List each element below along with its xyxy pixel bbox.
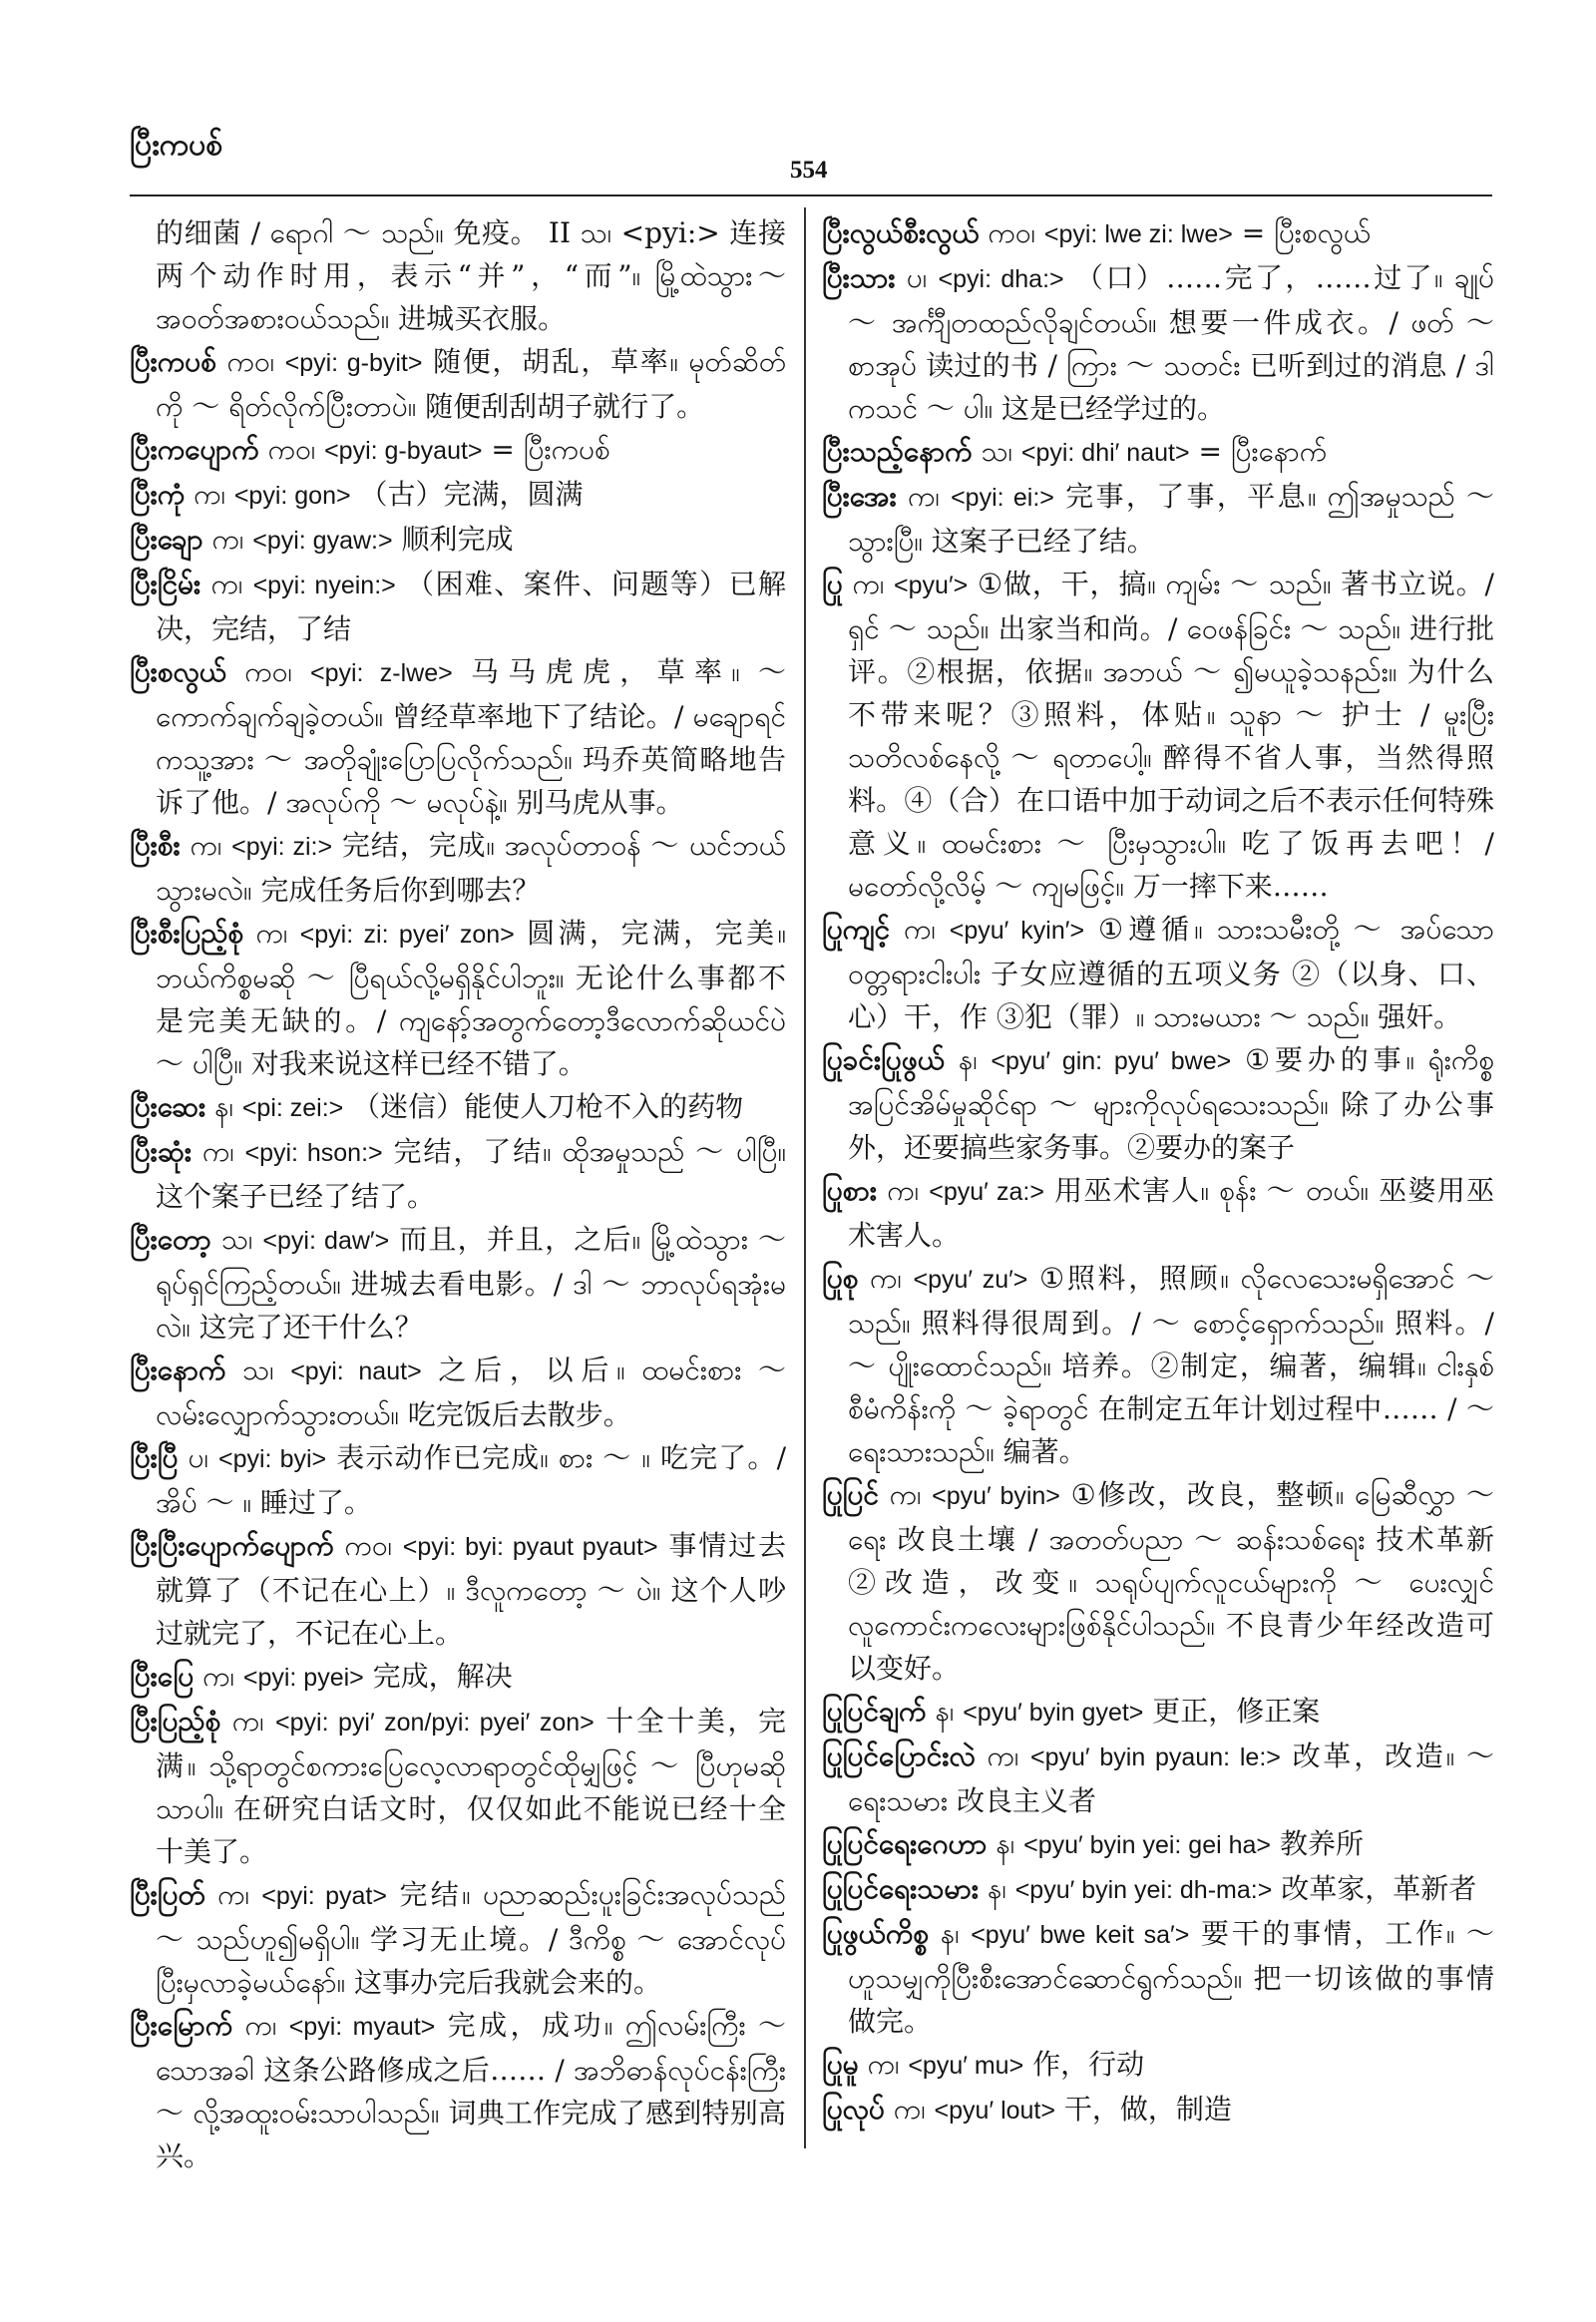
dictionary-entry: [130, 824, 786, 912]
pronunciation: <pyi: gyaw:>: [252, 527, 393, 555]
part-of-speech: က၊: [231, 1705, 264, 1738]
part-of-speech: န၊: [940, 1917, 960, 1950]
headword: ပြီးဆုံး: [130, 1135, 192, 1168]
headword: ပြုပြင်ပြောင်းလဲ: [822, 1740, 976, 1772]
dictionary-entry: [130, 912, 786, 1085]
dictionary-entry: [130, 563, 786, 650]
headword: ပြီးကပျောက်: [130, 433, 259, 466]
dictionary-entry: [130, 1085, 786, 1130]
part-of-speech: က၊: [889, 1478, 922, 1511]
headword: ပြီးသား: [822, 261, 896, 294]
dictionary-entry: [130, 518, 786, 563]
dictionary-entry: [822, 1038, 1494, 1169]
pronunciation: <pyu′ zu′>: [913, 1266, 1028, 1294]
pronunciation: <pyu′ byin>: [932, 1482, 1060, 1510]
headword: ပြီးပြည့်စုံ: [130, 1705, 221, 1738]
pronunciation: <pyi: lwe zi: lwe>: [1043, 220, 1233, 248]
pronunciation: <pyi: z-lwe>: [310, 659, 453, 687]
headword: ပြီးနောက်: [130, 1354, 226, 1386]
headword: ပြီးချော: [130, 523, 203, 556]
headword: ပြုဖွယ်ကိစ္စ: [822, 1917, 929, 1950]
dictionary-entry: [822, 1169, 1494, 1257]
definition: 表示动作已完成။ စား ～ ။ 吃完了。/ အိပ် ～ ။ 睡过了。: [156, 1441, 787, 1519]
pronunciation: <pyi: g-byit>: [284, 349, 423, 377]
pronunciation: <pyi: zi:>: [231, 833, 333, 861]
definition: 要干的事情，工作။ ～ ဟူသမျှကိုပြီးစီးအောင်ဆောင်ရွက်သည်။ 把一切该做的事情做完。: [848, 1917, 1494, 2038]
definition: 而且，并且，之后။ မြို့ထဲသွား ～ ရုပ်ရှင်ကြည့်တယ်။ 进城去看电影。/ ဒါ ～ ဘာလုပ်ရအုံးမလဲ။ 这完了还干什么？: [156, 1223, 786, 1344]
part-of-speech: က၊: [907, 480, 940, 513]
headword: ပြီးပြေ: [130, 1660, 195, 1693]
pronunciation: <pyi: g-byaut>: [324, 437, 483, 465]
part-of-speech: က၊: [194, 478, 225, 511]
headword: ပြီးငြိမ်း: [130, 568, 201, 600]
dictionary-entry: [130, 1700, 786, 1873]
definition: ①修改，改良，整顿။ မြေဆီလွှာ ～ ရေး 改良土壤 / အတတ်ပညာ ～ ဆန်းသစ်ရေး 技术革新 ②改造，改变။ သရုပ်ပျက်လူငယ်များကို ～ ပေးလျှင်လူကောင်းကလေးများဖြစ်နိုင်ပါသည်။ 不良青少年经改造可以变好。: [848, 1478, 1494, 1685]
headword: ပြီးစီးပြည့်စုံ: [130, 917, 244, 950]
part-of-speech: က၊: [887, 1174, 920, 1207]
dictionary-entry: [130, 1873, 786, 2004]
dictionary-entry: [130, 1130, 786, 1218]
headword: ပြုပြင်ရေးဂေဟာ: [822, 1827, 988, 1860]
pronunciation: <pyu′ byin yei: gei ha>: [1023, 1831, 1272, 1859]
pronunciation: <pyi: myaut>: [288, 2013, 436, 2041]
pronunciation: <pyi: dha:>: [938, 265, 1064, 293]
part-of-speech: က၊: [217, 1878, 249, 1911]
headword: ပြုစား: [822, 1174, 878, 1207]
running-head: ပြီးကပစ်: [130, 128, 223, 163]
definition: 事情过去就算了（不记在心上）။ ဒီလူကတော့ ～ ပဲ။ 这个人吵过就完了，不记在心上。: [156, 1529, 787, 1650]
headword: ပြုလုပ်: [822, 2093, 885, 2126]
definition: 完结။ ပညာဆည်းပူးခြင်းအလုပ်သည် ～ သည်ဟူ၍မရှိပါ။ 学习无止境。/ ဒီကိစ္စ ～ အောင်လုပ်ပြီးမှလာခဲ့မယ်နော်။ 这事办完后我就会来的。: [156, 1878, 787, 1999]
pronunciation: <pyi: pyat>: [261, 1882, 387, 1910]
definition: = ပြီးကပစ်: [491, 433, 610, 466]
part-of-speech: က၊: [903, 913, 936, 946]
pronunciation: <pyu′ bwe keit sa′>: [971, 1921, 1190, 1949]
dictionary-entry: [130, 340, 786, 428]
dictionary-entry: [130, 428, 786, 473]
definition: = ပြီးစလွယ်: [1241, 216, 1372, 249]
pronunciation: <pyi: pyei>: [242, 1664, 364, 1692]
definition: （困难、案件、问题等）已解决，完结，了结: [156, 568, 786, 645]
dictionary-entry: [822, 1735, 1494, 1822]
definition: 随便，胡乱，草率။ မုတ်ဆိတ်ကို ～ ရိတ်လိုက်ပြီးတာပဲ။ 随便刮刮胡子就行了。: [156, 345, 787, 423]
pronunciation: <pyi: ei:>: [951, 484, 1054, 512]
dictionary-entry: [822, 475, 1494, 563]
part-of-speech: န၊: [935, 1695, 955, 1728]
definition: 完事，了事，平息။ ဤအမှုသည် ～ သွားပြီ။ 这案子已经了结。: [848, 480, 1495, 558]
definition: 顺利完成: [401, 523, 514, 556]
pronunciation: <pyu′ lout>: [934, 2097, 1055, 2125]
definition: （口）……完了，……过了။ ချုပ် ～ အင်္ကျီတထည်လိုချင်တယ်။ 想要一件成衣。/ ဖတ် ～ စာအုပ် 读过的书 / ကြား ～ သတင်း 已听到过的消息 / ဒါကသင် ～ ပါ။ 这是已经学过的。: [848, 261, 1494, 425]
headword: ပြုပြင်: [822, 1478, 879, 1511]
dictionary-entry: [130, 2004, 786, 2177]
dictionary-entry: [822, 563, 1494, 908]
part-of-speech: ကဝ၊: [244, 655, 292, 688]
pronunciation: <pyu′ mu>: [908, 2052, 1024, 2080]
definition: 圆满，完满，完美။ ဘယ်ကိစ္စမဆို ～ ပြီရယ်လို့မရှိနိုင်ပါဘူး။ 无论什么事都不是完美无缺的。/ ကျနော့်အတွက်တော့ဒီလောက်ဆိုယင်ပဲ ～ ပါပြီ။ 对我来说这样已经不错了。: [156, 917, 787, 1080]
pronunciation: <pyi: dhi′ naut>: [1020, 439, 1190, 467]
definition: 教养所: [1279, 1827, 1364, 1860]
definition: 之后，以后။ ထမင်းစား ～ လမ်းလျှောက်သွားတယ်။ 吃完饭后去散步。: [156, 1354, 786, 1431]
definition: ①要办的事။ ရုံးကိစ္စအပြင်အိမ်မှုဆိုင်ရာ ～ များကိုလုပ်ရသေးသည်။ 除了办公事外，还要搞些家务事。②要办的案子: [848, 1043, 1495, 1164]
headword: ပြီးကပစ်: [130, 345, 216, 378]
headword: ပြုကျင့်: [822, 913, 891, 946]
dictionary-entry: [130, 1218, 786, 1349]
definition: （古）完满，圆满: [359, 478, 584, 511]
part-of-speech: က၊: [211, 523, 244, 556]
pronunciation: <pyu′ gin: pyu′ bwe>: [991, 1047, 1232, 1075]
definition: 改革，改造။ ～ ရေးသမား 改良主义者: [848, 1740, 1494, 1817]
headword: ပြုပြင်ချက်: [822, 1695, 927, 1728]
part-of-speech: န၊: [996, 1827, 1015, 1860]
part-of-speech: က၊: [870, 1262, 902, 1295]
dictionary-entry: [130, 1349, 786, 1436]
headword: ပြီးစလွယ်: [130, 655, 226, 688]
definition: 的细菌 / ရောဂါ ～ သည်။ 免疫。 II သ၊ <pyi:> 连接两个动作时用，表示“并”，“而”။ မြို့ထဲသွား～ အဝတ်အစားဝယ်သည်။ 进城买衣服。: [156, 216, 786, 335]
definition: = ပြီးနောက်: [1198, 435, 1328, 468]
dictionary-entry: [130, 650, 786, 824]
pronunciation: <pyu′>: [894, 572, 969, 599]
dictionary-entry: [822, 1690, 1494, 1735]
pronunciation: <pyu′ za:>: [929, 1178, 1044, 1206]
pronunciation: <pyi: pyi′ zon/pyi: pyei′ zon>: [275, 1709, 595, 1737]
dictionary-entry: [130, 1655, 786, 1700]
pronunciation: <pyi: zi: pyei′ zon>: [299, 921, 515, 949]
pronunciation: <pyi: nyein:>: [252, 572, 396, 599]
dictionary-entry: [822, 1257, 1494, 1473]
definition: 用巫术害人။ စုန်း ～ တယ်။ 巫婆用巫术害人。: [848, 1174, 1494, 1252]
header-rule: [130, 194, 1492, 196]
part-of-speech: ကဝ၊: [267, 433, 316, 466]
part-of-speech: သ၊: [220, 1223, 253, 1256]
part-of-speech: က၊: [852, 568, 885, 600]
part-of-speech: သ၊: [981, 435, 1012, 468]
part-of-speech: ပ၊: [906, 261, 928, 294]
pronunciation: <pyi: hson:>: [244, 1139, 383, 1167]
definition: 完成，解决: [372, 1660, 513, 1693]
part-of-speech: က၊: [867, 2048, 900, 2081]
pronunciation: <pyu′ kyin′>: [949, 917, 1085, 945]
part-of-speech: က၊: [893, 2093, 926, 2126]
part-of-speech: ကဝ၊: [988, 216, 1035, 249]
dictionary-entry: [130, 1436, 786, 1524]
headword: ပြုစု: [822, 1262, 859, 1295]
definition: 完成，成功။ ဤလမ်းကြီး ～ သောအခါ 这条公路修成之后…… / အဘိဓာန်လုပ်ငန်းကြီး ～ လို့အထူးဝမ်းသာပါသည်။ 词典工作完成了感到特别高兴。: [156, 2009, 786, 2172]
headword: ပြုမူ: [822, 2048, 859, 2081]
definition: 改革家，革新者: [1281, 1872, 1477, 1905]
dictionary-entry: [822, 211, 1494, 256]
headword: ပြုခင်းပြုဖွယ်: [822, 1043, 945, 1076]
part-of-speech: က၊: [190, 829, 222, 862]
definition: （迷信）能使人刀枪不入的药物: [352, 1090, 744, 1123]
definition: 作，行动: [1032, 2048, 1145, 2081]
headword: ပြီးသည့်နောက်: [822, 435, 973, 468]
dictionary-entry: [130, 473, 786, 518]
part-of-speech: ကဝ၊: [344, 1529, 392, 1562]
headword: ပြီးကုံ: [130, 478, 186, 511]
pronunciation: <pyi: naut>: [290, 1357, 422, 1385]
pronunciation: <pyi: byi: pyaut pyaut>: [402, 1533, 658, 1561]
dictionary-entry: [822, 1867, 1494, 1912]
part-of-speech: န၊: [958, 1043, 978, 1076]
dictionary-entry: [822, 256, 1494, 430]
dictionary-entry: [822, 1912, 1494, 2043]
pronunciation: <pyi: gon>: [233, 482, 351, 510]
definition: 干，做，制造: [1063, 2093, 1232, 2126]
part-of-speech: ကဝ၊: [226, 345, 275, 378]
dictionary-entry: [822, 2043, 1494, 2088]
dictionary-entry: [822, 908, 1494, 1038]
pronunciation: <pyi: byi>: [217, 1445, 327, 1473]
page-number: 554: [790, 157, 828, 184]
dictionary-entry: [822, 2088, 1494, 2132]
definition: 十全十美，完满။ သို့ရာတွင်စကားပြေလေ့လာရာတွင်ထိုမျှဖြင့် ～ ပြီဟုမဆိုသာပါ။ 在研究白话文时，仅仅如此不能说已经十全十美了。: [156, 1705, 786, 1868]
headword: ပြီးတော့: [130, 1223, 211, 1256]
pronunciation: <pi: zei:>: [241, 1094, 344, 1122]
pronunciation: <pyi: daw′>: [262, 1227, 390, 1255]
headword: ပြီးဆေး: [130, 1090, 206, 1123]
headword: ပြီးစီး: [130, 829, 181, 862]
headword: ပြီးလွယ်စီးလွယ်: [822, 216, 980, 249]
dictionary-entry: [822, 1822, 1494, 1867]
headword: ပြီးပြီးပျောက်ပျောက်: [130, 1529, 334, 1562]
pronunciation: <pyu′ byin yei: dh-ma:>: [1014, 1876, 1273, 1904]
definition: 完结，完成။ အလုပ်တာဝန် ～ ယင်ဘယ်သွားမလဲ။ 完成任务后你到哪去？: [156, 829, 786, 907]
part-of-speech: က၊: [255, 917, 288, 950]
part-of-speech: က၊: [210, 568, 243, 600]
headword: ပြီးမြောက်: [130, 2009, 233, 2042]
dictionary-entry: [130, 1524, 786, 1655]
pronunciation: <pyu′ byin pyaun: le:>: [1030, 1743, 1281, 1771]
dictionary-entry: [822, 1473, 1494, 1690]
entry-continuation: [130, 211, 786, 340]
right-column: [822, 211, 1494, 2132]
part-of-speech: က၊: [987, 1740, 1019, 1772]
headword: ပြီးပြီ: [130, 1441, 179, 1474]
definition: ①做，干，搞။ ကျမ်း ～ သည်။ 著书立说。/ ရှင် ～ သည်။ 出家当和尚。/ ဝေဖန်ခြင်း ～ သည်။ 进行批评。②根据，依据။ အဘယ် ～ ၍မယူခဲ့သနည်း။ 为什么不带来呢？③照料，体贴။ သူနာ ～ 护士 / မူးပြီးသတိလစ်နေလို့ ～ ရတာပေါ့။ 醉得不省人事，当然得照料。④（合）在口语中加于动词之后不表示任何特殊意义။ ထမင်းစား ～ ပြီးမှသွားပါ။ 吃了饭再去吧！/ မတော်လို့လိမ့် ～ ကျမဖြင့်။ 万一摔下来……: [848, 568, 1494, 903]
pronunciation: <pyu′ byin gyet>: [963, 1699, 1144, 1727]
part-of-speech: က၊: [201, 1135, 234, 1168]
headword: ပြု: [822, 568, 843, 600]
part-of-speech: န၊: [213, 1090, 233, 1123]
dictionary-entry: [822, 430, 1494, 475]
part-of-speech: သ၊: [242, 1354, 274, 1386]
headword: ပြုပြင်ရေးသမား: [822, 1872, 979, 1905]
headword: ပြီးပြတ်: [130, 1878, 205, 1911]
definition: 更正，修正案: [1152, 1695, 1321, 1728]
part-of-speech: က၊: [202, 1660, 234, 1693]
part-of-speech: က၊: [244, 2009, 277, 2042]
definition: ①照料，照顾။ လိုလေသေးမရှိအောင် ～ သည်။ 照料得很周到。/ ～ စောင့်ရှောက်သည်။ 照料。/ ～ ပျိုးထောင်သည်။ 培养。②制定，编著，编辑။ ငါးနှစ်စီမံကိန်းကို ～ ခဲ့ရာတွင် 在制定五年计划过程中…… / ～ ရေးသားသည်။ 编著。: [848, 1262, 1494, 1468]
part-of-speech: န၊: [987, 1872, 1006, 1905]
definition: 马马虎虎，草率။ ～ ကောက်ချက်ချခဲ့တယ်။ 曾经草率地下了结论。/ မချောရင်ကသူ့အား ～ အတိုချုံးပြောပြလိုက်သည်။ 玛乔英简略地告诉了他。/ အလုပ်ကို ～ မလုပ်နဲ့။ 别马虎从事。: [156, 655, 786, 819]
column-divider: [804, 207, 806, 2148]
definition: 完结，了结။ ထိုအမှုသည် ～ ပါပြီ။ 这个案子已经了结了。: [156, 1135, 786, 1213]
headword: ပြီးအေး: [822, 480, 897, 513]
left-column: [130, 211, 786, 2177]
definition: ①遵循။ သားသမီးတို့ ～ အပ်သောဝတ္တရားငါးပါး 子女应遵循的五项义务 ②（以身、口、心）干，作 ③犯（罪）။ သားမယား ～ သည်။ 强奸。: [848, 913, 1494, 1033]
part-of-speech: ပ၊: [188, 1441, 208, 1474]
